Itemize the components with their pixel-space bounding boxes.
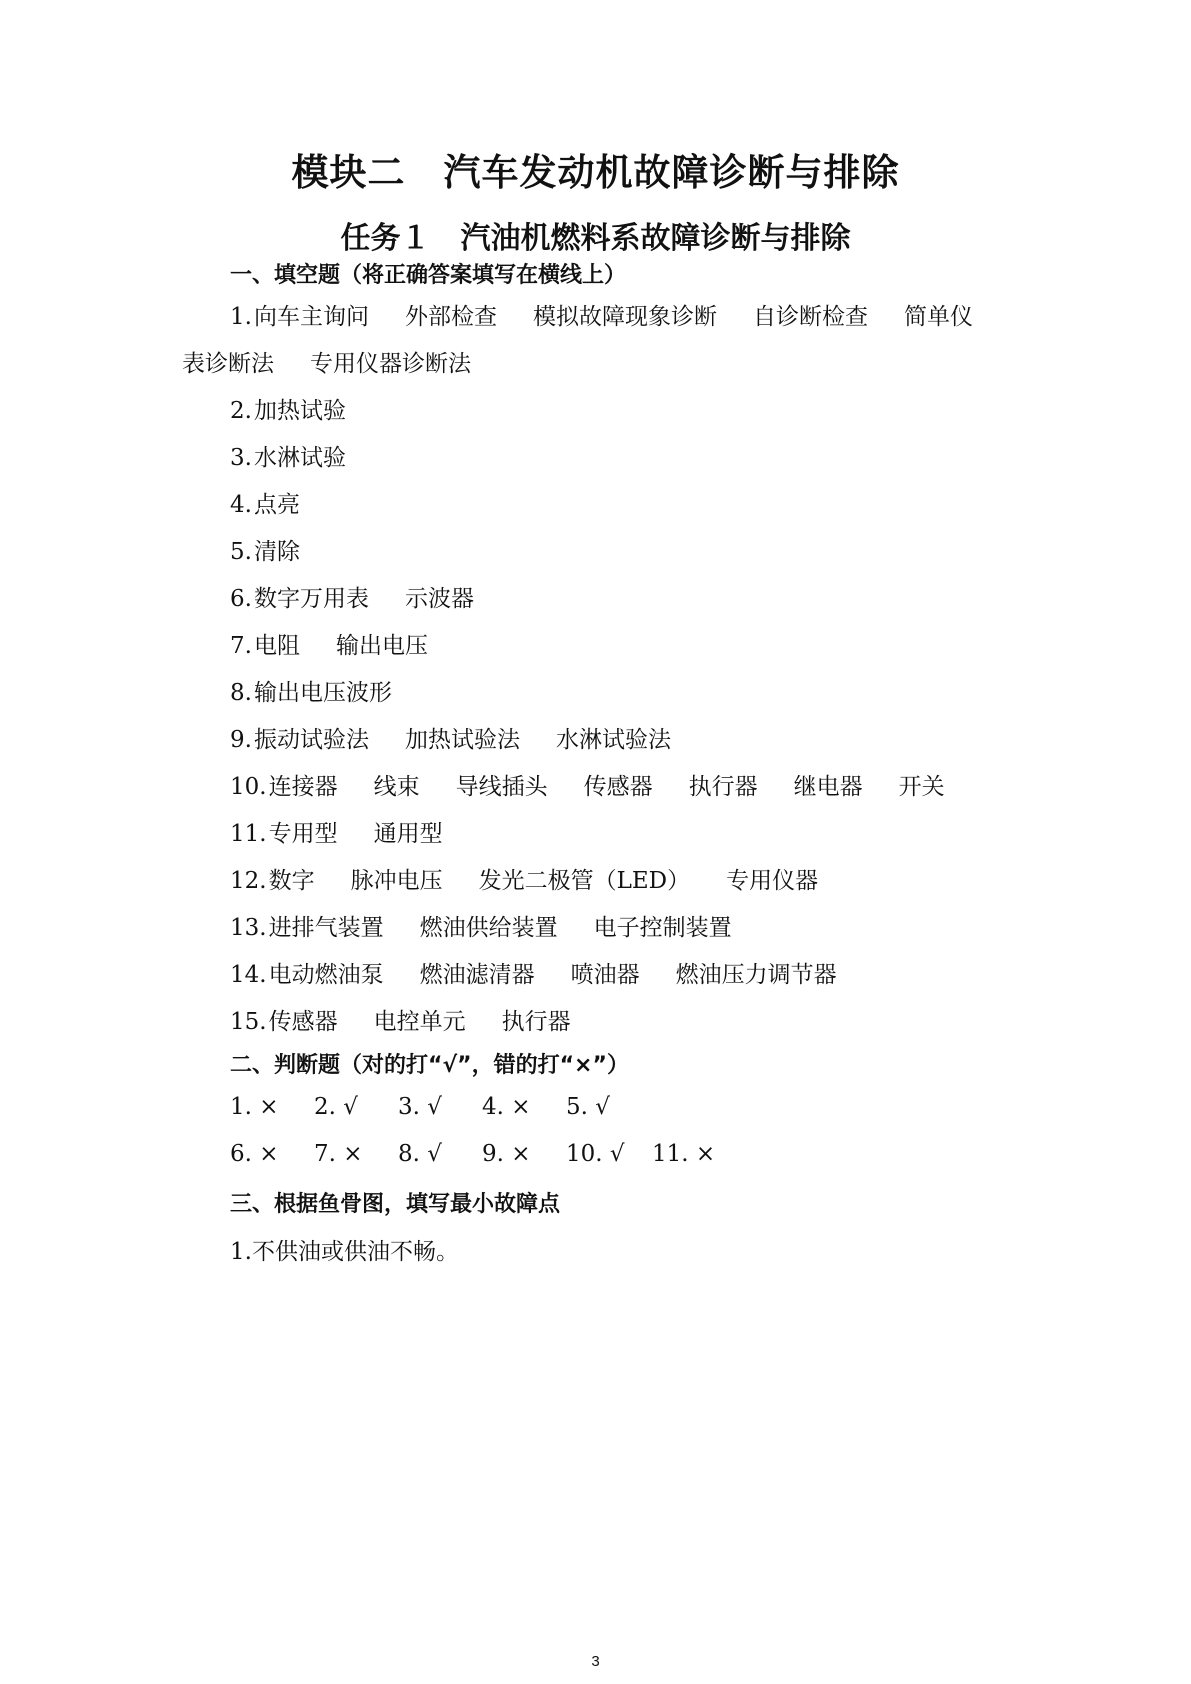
judge-row-2: [230, 1141, 738, 1167]
question-number: 12.: [230, 868, 267, 894]
page-number: 3: [591, 1653, 600, 1670]
answer-item: 执行器: [501, 1009, 571, 1035]
answer-item: 燃油滤清器: [419, 962, 535, 988]
answer-item: 发光二极管（LED）: [478, 868, 691, 894]
answer-item: 传感器: [268, 1009, 338, 1035]
answer-item: 通用型: [373, 821, 443, 847]
task-title: 任务１ 汽油机燃料系故障诊断与排除: [340, 221, 851, 256]
answer-row-11: [230, 815, 443, 848]
judge-answer: 8. √: [398, 1141, 442, 1167]
judge-row-1: [230, 1094, 652, 1120]
answer-item: 点亮: [253, 492, 300, 518]
answer-item: 振动试验法: [253, 727, 369, 753]
answer-item: 线束: [373, 774, 420, 800]
judge-answer: 11. ×: [652, 1141, 716, 1167]
answer-item: 燃油压力调节器: [675, 962, 837, 988]
answer-row-2: [230, 392, 346, 425]
answer-item: 专用仪器诊断法: [310, 351, 471, 377]
answer-row-15: [230, 1003, 571, 1036]
answer-item: 执行器: [688, 774, 758, 800]
judge-answer: 2. √: [314, 1094, 358, 1120]
judge-answer: 1. ×: [230, 1094, 279, 1120]
answer-item: 示波器: [404, 586, 474, 612]
answer-item: 脉冲电压: [350, 868, 443, 894]
fishbone-answer-row: [230, 1233, 459, 1266]
question-number: 11.: [230, 821, 267, 847]
answer-item: 外部检查: [404, 304, 497, 330]
answer-row-7: [230, 627, 428, 660]
module-title: 模块二 汽车发动机故障诊断与排除: [291, 151, 900, 194]
judge-answer: 3. √: [398, 1094, 442, 1120]
question-number: 1.: [230, 304, 252, 330]
answer-item: 数字万用表: [253, 586, 369, 612]
question-number: 2.: [230, 398, 252, 424]
answer-row-3: [230, 439, 346, 472]
question-number: 3.: [230, 445, 252, 471]
judge-answer: 4. ×: [482, 1094, 531, 1120]
answer-item: 模拟故障现象诊断: [532, 304, 717, 330]
question-number: 5.: [230, 539, 252, 565]
section-fishbone-heading: 三、根据鱼骨图，填写最小故障点: [230, 1192, 561, 1217]
answer-row-1: [230, 298, 973, 331]
answer-item: 传感器: [583, 774, 653, 800]
judge-answer: 10. √: [566, 1141, 625, 1167]
answer-row-5: [230, 533, 300, 566]
answer-item: 水淋试验: [253, 445, 346, 471]
answer-row-8: [230, 674, 392, 707]
answer-item: 简单仪: [903, 304, 973, 330]
answer-item: 输出电压波形: [253, 680, 392, 706]
answer-item: 水淋试验法: [555, 727, 671, 753]
answer-item: 电阻: [253, 633, 300, 659]
answer-row-6: [230, 580, 474, 613]
answer-item: 输出电压: [335, 633, 428, 659]
judge-answer: 7. ×: [314, 1141, 363, 1167]
answer-item: 向车主询问: [253, 304, 369, 330]
answer-item: 加热试验: [253, 398, 346, 424]
answer-item: 连接器: [268, 774, 338, 800]
answer-row-14: [230, 956, 837, 989]
answer-item: 燃油供给装置: [419, 915, 558, 941]
answer-item: 电控单元: [373, 1009, 466, 1035]
answer-row-1-continued: [182, 345, 471, 378]
section-fill-blank-heading: 一、填空题（将正确答案填写在横线上）: [230, 263, 627, 288]
fishbone-answer: 1.不供油或供油不畅。: [230, 1239, 459, 1265]
question-number: 9.: [230, 727, 252, 753]
answer-item: 加热试验法: [404, 727, 520, 753]
answer-item: 电动燃油泵: [268, 962, 384, 988]
answer-item: 专用仪器: [726, 868, 819, 894]
question-number: 13.: [230, 915, 267, 941]
answer-row-9: [230, 721, 671, 754]
answer-item: 继电器: [793, 774, 863, 800]
answer-item: 清除: [253, 539, 300, 565]
answer-item: 电子控制装置: [593, 915, 732, 941]
question-number: 15.: [230, 1009, 267, 1035]
answer-item: 表诊断法: [182, 351, 274, 377]
question-number: 6.: [230, 586, 252, 612]
question-number: 4.: [230, 492, 252, 518]
answer-row-4: [230, 486, 300, 519]
answer-row-13: [230, 909, 732, 942]
question-number: 7.: [230, 633, 252, 659]
answer-item: 开关: [898, 774, 945, 800]
question-number: 14.: [230, 962, 267, 988]
answer-item: 自诊断检查: [752, 304, 868, 330]
answer-item: 数字: [268, 868, 315, 894]
section-true-false-heading: 二、判断题（对的打“√”，错的打“×”）: [230, 1053, 629, 1078]
answer-item: 导线插头: [455, 774, 548, 800]
question-number: 8.: [230, 680, 252, 706]
answer-row-12: [230, 862, 818, 895]
judge-answer: 6. ×: [230, 1141, 279, 1167]
answer-row-10: [230, 768, 945, 801]
judge-answer: 5. √: [566, 1094, 610, 1120]
answer-item: 专用型: [268, 821, 338, 847]
answer-item: 喷油器: [570, 962, 640, 988]
judge-answer: 9. ×: [482, 1141, 531, 1167]
answer-item: 进排气装置: [268, 915, 384, 941]
question-number: 10.: [230, 774, 267, 800]
